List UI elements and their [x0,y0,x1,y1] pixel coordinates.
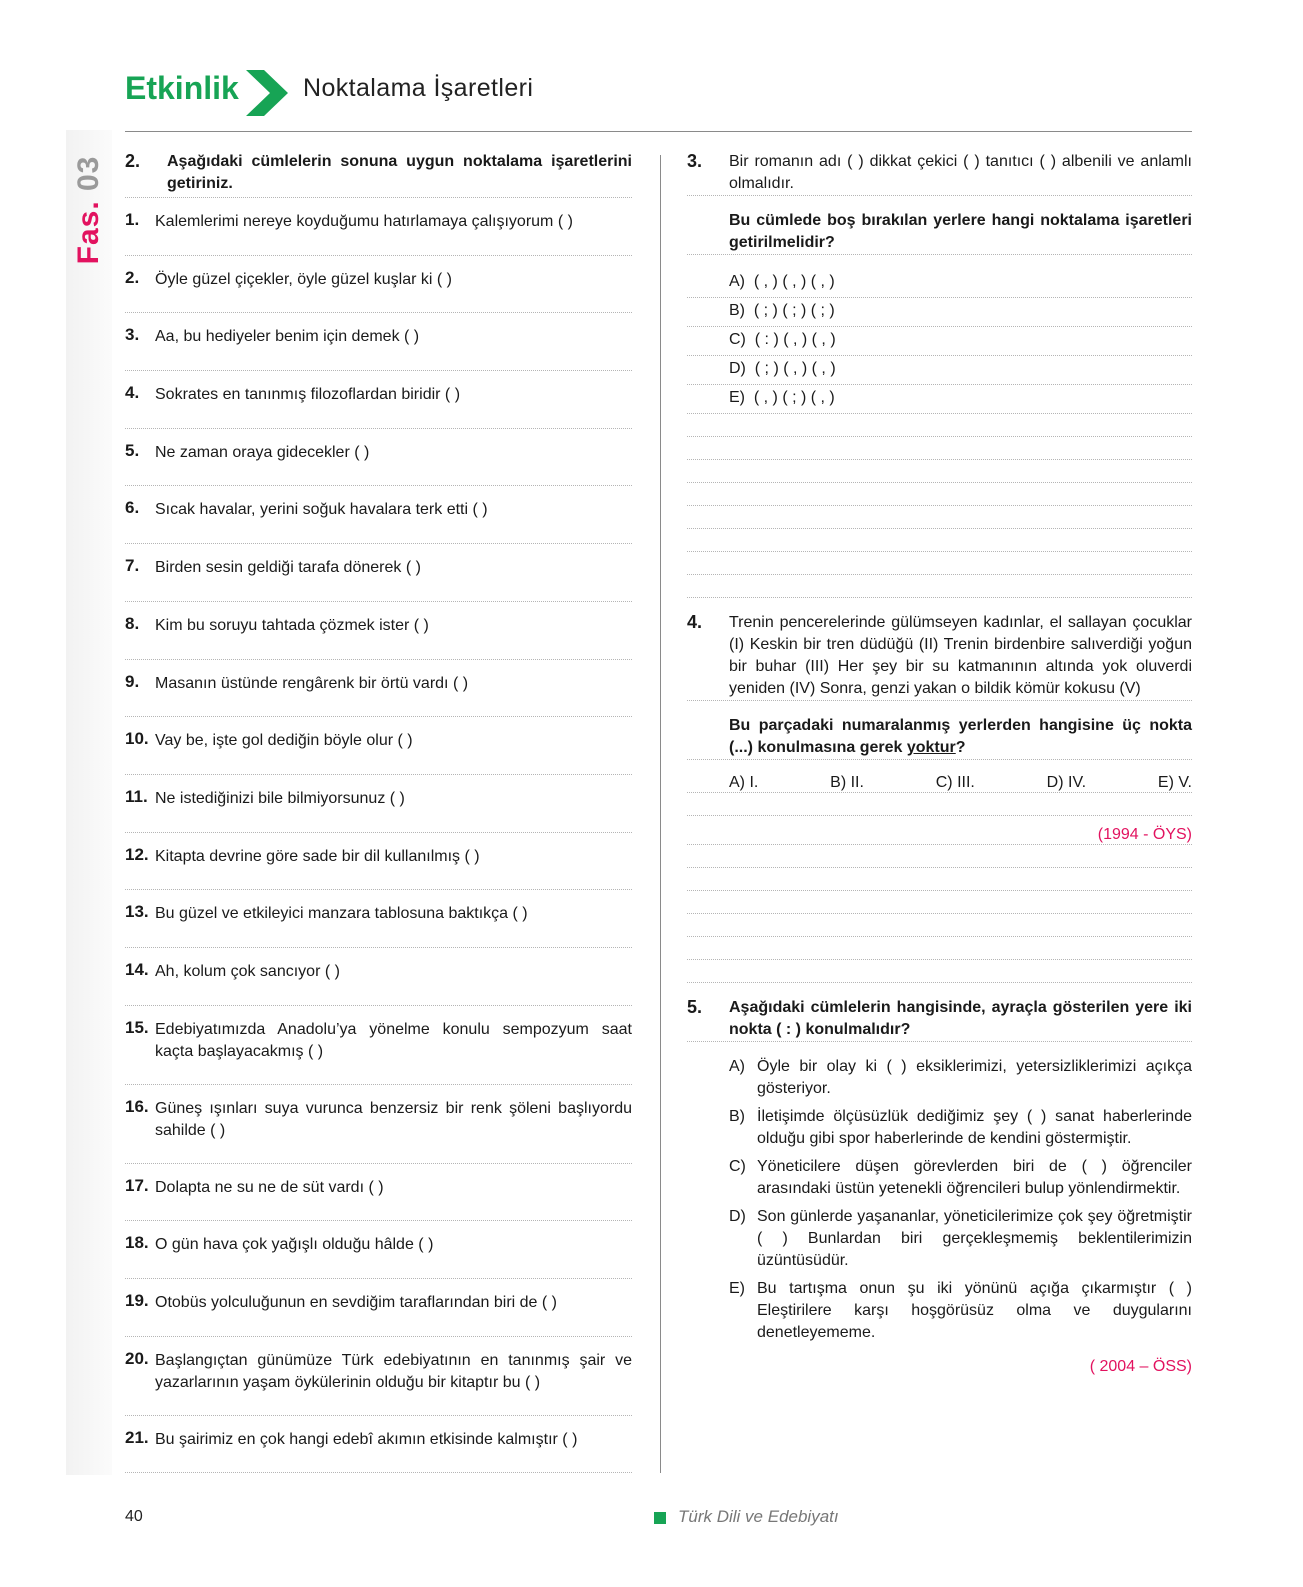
exercise-sentence: Aa, bu hediyeler benim için demek ( ) [155,328,420,346]
exercise-sentence: Sokrates en tanınmış filozoflardan biridir ( ) [155,386,461,404]
question-instruction: Aşağıdaki cümlelerin sonuna uygun noktalama işaretlerini getiriniz. [167,153,632,192]
exercise-sentence: Başlangıçtan günümüze Türk edebiyatının en tanınmış şair ve yazarlarının yaşam öykülerinin olduğu bir kitaptır bu ( ) [155,1351,632,1391]
option-text: Son günlerde yaşananlar, yöneticilerimize çok şey öğretmiştir ( ) Bunlardan biri gerçekleşmemiş beklentilerimizin üzüntüsüdür. [757,1208,1192,1269]
answer-option [687,1156,1192,1200]
option-letter: A) [729,1058,745,1075]
answer-option [687,385,1192,414]
left-column [125,151,632,1473]
source-citation: (1994 - ÖYS) [687,826,1192,845]
question-text: Bir romanın adı ( ) dikkat çekici ( ) tanıtıcı ( ) albenili ve anlamlı olmalıdır. [729,153,1192,192]
answer-option: B) II. [830,774,864,791]
option-letter: A) [729,273,745,290]
exercise-sentence: Edebiyatımızda Anadolu’ya yönelme konulu sempozyum saat kaçta başlayacakmış ( ) [155,1020,632,1060]
exercise-sentence: Kim bu soruyu tahtada çözmek ister ( ) [155,616,429,634]
exercise-number: 16. [125,1096,149,1116]
exercise-item [125,1006,632,1085]
book-title: Türk Dili ve Edebiyatı [678,1507,839,1526]
exercise-number: 4. [125,383,140,403]
exercise-number: 13. [125,902,149,922]
exercise-sentence: Vay be, işte gol dediğin böyle olur ( ) [155,732,413,750]
exercise-number: 9. [125,671,140,691]
answer-option: C) III. [935,774,975,791]
question-prompt: Bu parçadaki numaralanmış yerlerden hangisine üç nokta (...) konulmasına gerek yoktur? [729,717,1192,756]
exercise-number: 6. [125,498,140,518]
exercise-number: 1. [125,210,140,229]
exercise-sentence: O gün hava çok yağışlı olduğu hâlde ( ) [155,1236,434,1254]
question-number: 3. [687,151,703,171]
option-letter: B) [729,302,745,319]
question-4 [687,612,1192,701]
exercise-number: 10. [125,729,149,749]
question-number: 5. [687,997,703,1017]
header-divider [125,131,1192,132]
option-text: ( : ) ( , ) ( , ) [754,331,836,348]
option-letter: D) [729,360,746,377]
exercise-item [125,1164,632,1222]
option-text: Yöneticilere düşen görevlerden biri de ( ) öğrenciler arasındaki üstün yetenekli öğrencileri bulup yönlendirmektir. [757,1158,1192,1197]
question-prompt: Aşağıdaki cümlelerin hangisinde, ayraçla gösterilen yere iki nokta ( : ) konulmalıdır? [729,999,1192,1038]
exercise-number: 21. [125,1427,149,1447]
option-letter: E) [729,1280,745,1297]
page-number: 40 [125,1508,143,1525]
exercise-number: 7. [125,556,140,576]
question-number: 2. [125,151,141,171]
source-citation: ( 2004 – ÖSS) [1089,1358,1192,1375]
exercise-number: 14. [125,959,149,979]
answer-options [687,774,1192,793]
exercise-sentence: Kitapta devrine göre sade bir dil kullanılmış ( ) [155,847,480,865]
question-2-header [125,151,632,198]
exercise-item [125,717,632,775]
answer-option [687,298,1192,327]
exercise-list [125,198,632,1473]
page-header [125,64,725,120]
activity-badge: Etkinlik [125,70,239,106]
question-prompt: Bu cümlede boş bırakılan yerlere hangi noktalama işaretleri getirilmelidir? [729,212,1192,251]
right-column [687,151,1192,1376]
answer-options [687,269,1192,414]
exercise-number: 8. [125,613,140,633]
exercise-item [125,313,632,371]
option-letter: B) [729,1108,745,1125]
option-text: İletişimde ölçüsüzlük dediğimiz şey ( ) sanat haberlerinde olduğu gibi spor haberlerinde de kendini göstermiştir. [757,1108,1192,1147]
exercise-number: 19. [125,1291,149,1310]
exercise-sentence: Otobüs yolculuğunun en sevdiğim taraflarından biri de ( ) [155,1294,557,1311]
exercise-sentence: Kalemlerimi nereye koyduğumu hatırlamaya çalışıyorum ( ) [155,213,573,230]
exercise-sentence: Bu şairimiz en çok hangi edebî akımın etkisinde kalmıştır ( ) [155,1430,578,1448]
exercise-sentence: Dolapta ne su ne de süt vardı ( ) [155,1178,384,1196]
exercise-item [125,256,632,314]
exercise-item [125,1416,632,1474]
exercise-sentence: Ne istediğinizi bile bilmiyorsunuz ( ) [155,789,405,807]
answer-option [687,327,1192,356]
exercise-item [125,602,632,660]
answer-option [687,356,1192,385]
side-tab [72,150,106,270]
column-divider [660,155,661,1473]
exercise-sentence: Öyle güzel çiçekler, öyle güzel kuşlar ki ( ) [155,270,452,288]
answer-option [687,1106,1192,1150]
chevron-right-icon [246,70,290,116]
answer-options [687,1056,1192,1344]
option-text: Öyle bir olay ki ( ) eksiklerimizi, yetersizliklerimizi açıkça gösteriyor. [757,1058,1192,1097]
answer-option [687,1206,1192,1272]
exercise-number: 17. [125,1175,149,1195]
exercise-number: 15. [125,1017,149,1037]
exercise-item [125,429,632,487]
exercise-sentence: Güneş ışınları suya vurunca benzersiz bir renk şöleni başlıyordu sahilde ( ) [155,1099,632,1139]
question-5 [687,997,1192,1042]
exercise-sentence: Ne zaman oraya gidecekler ( ) [155,443,370,461]
option-text: ( ; ) ( ; ) ( ; ) [753,302,835,319]
question-number: 4. [687,612,703,632]
option-letter: C) [729,331,746,348]
option-text: ( , ) ( , ) ( , ) [753,273,835,290]
exercise-item [125,948,632,1006]
exercise-item [125,1279,632,1337]
footer-square-icon [654,1512,666,1524]
option-letter: C) [729,1158,746,1175]
page-title: Noktalama İşaretleri [303,74,534,102]
side-tab-label: Fas. [72,200,105,265]
answer-option [687,1056,1192,1100]
exercise-sentence: Birden sesin geldiği tarafa dönerek ( ) [155,559,421,577]
exercise-number: 12. [125,844,149,864]
question-3 [687,151,1192,196]
exercise-number: 5. [125,440,140,460]
option-text: ( ; ) ( , ) ( , ) [754,360,836,377]
option-letter: E) [729,389,745,406]
exercise-item [125,775,632,833]
exercise-item [125,1221,632,1279]
option-text: Bu tartışma onun şu iki yönünü açığa çıkarmıştır ( ) Eleştirilere karşı hoşgörüsüz olma ve duygularını denetleyememe. [757,1280,1192,1341]
exercise-sentence: Masanın üstünde rengârenk bir örtü vardı ( ) [155,674,469,692]
exercise-item [125,890,632,948]
option-text: ( , ) ( ; ) ( , ) [753,389,835,406]
side-strip [66,130,112,1475]
exercise-item [125,486,632,544]
exercise-number: 3. [125,325,140,345]
question-3-prompt [687,210,1192,255]
exercise-item [125,544,632,602]
option-letter: D) [729,1208,746,1225]
answer-option: A) I. [729,774,759,791]
exercise-sentence: Ah, kolum çok sancıyor ( ) [155,962,340,980]
answer-option: E) V. [1157,774,1192,791]
exercise-item [125,660,632,718]
exercise-number: 2. [125,267,140,287]
side-tab-number: 03 [72,155,105,191]
exercise-item [125,371,632,429]
answer-option [687,1278,1192,1344]
underlined-keyword: yoktur [906,739,956,756]
answer-option: D) IV. [1046,774,1087,791]
exercise-number: 11. [125,786,148,806]
question-4-prompt [687,715,1192,760]
answer-option [687,269,1192,298]
exercise-number: 20. [125,1348,149,1368]
exercise-sentence: Bu güzel ve etkileyici manzara tablosuna baktıkça ( ) [155,905,528,923]
exercise-item [125,1337,632,1416]
exercise-sentence: Sıcak havalar, yerini soğuk havalara terk etti ( ) [155,501,488,519]
exercise-item [125,1085,632,1164]
question-text: Trenin pencerelerinde gülümseyen kadınlar, el sallayan çocuklar (I) Keskin bir tren düdüğü (II) Trenin birdenbire salıverdiği yoğun bir buhar (III) Her şey bir su katmanının altında yok oluverdi yeniden (IV) Sonra, genzi yakan o bildik kömür kokusu (V) [729,614,1192,697]
exercise-number: 18. [125,1233,149,1253]
exercise-item [125,833,632,891]
exercise-item [125,198,632,256]
